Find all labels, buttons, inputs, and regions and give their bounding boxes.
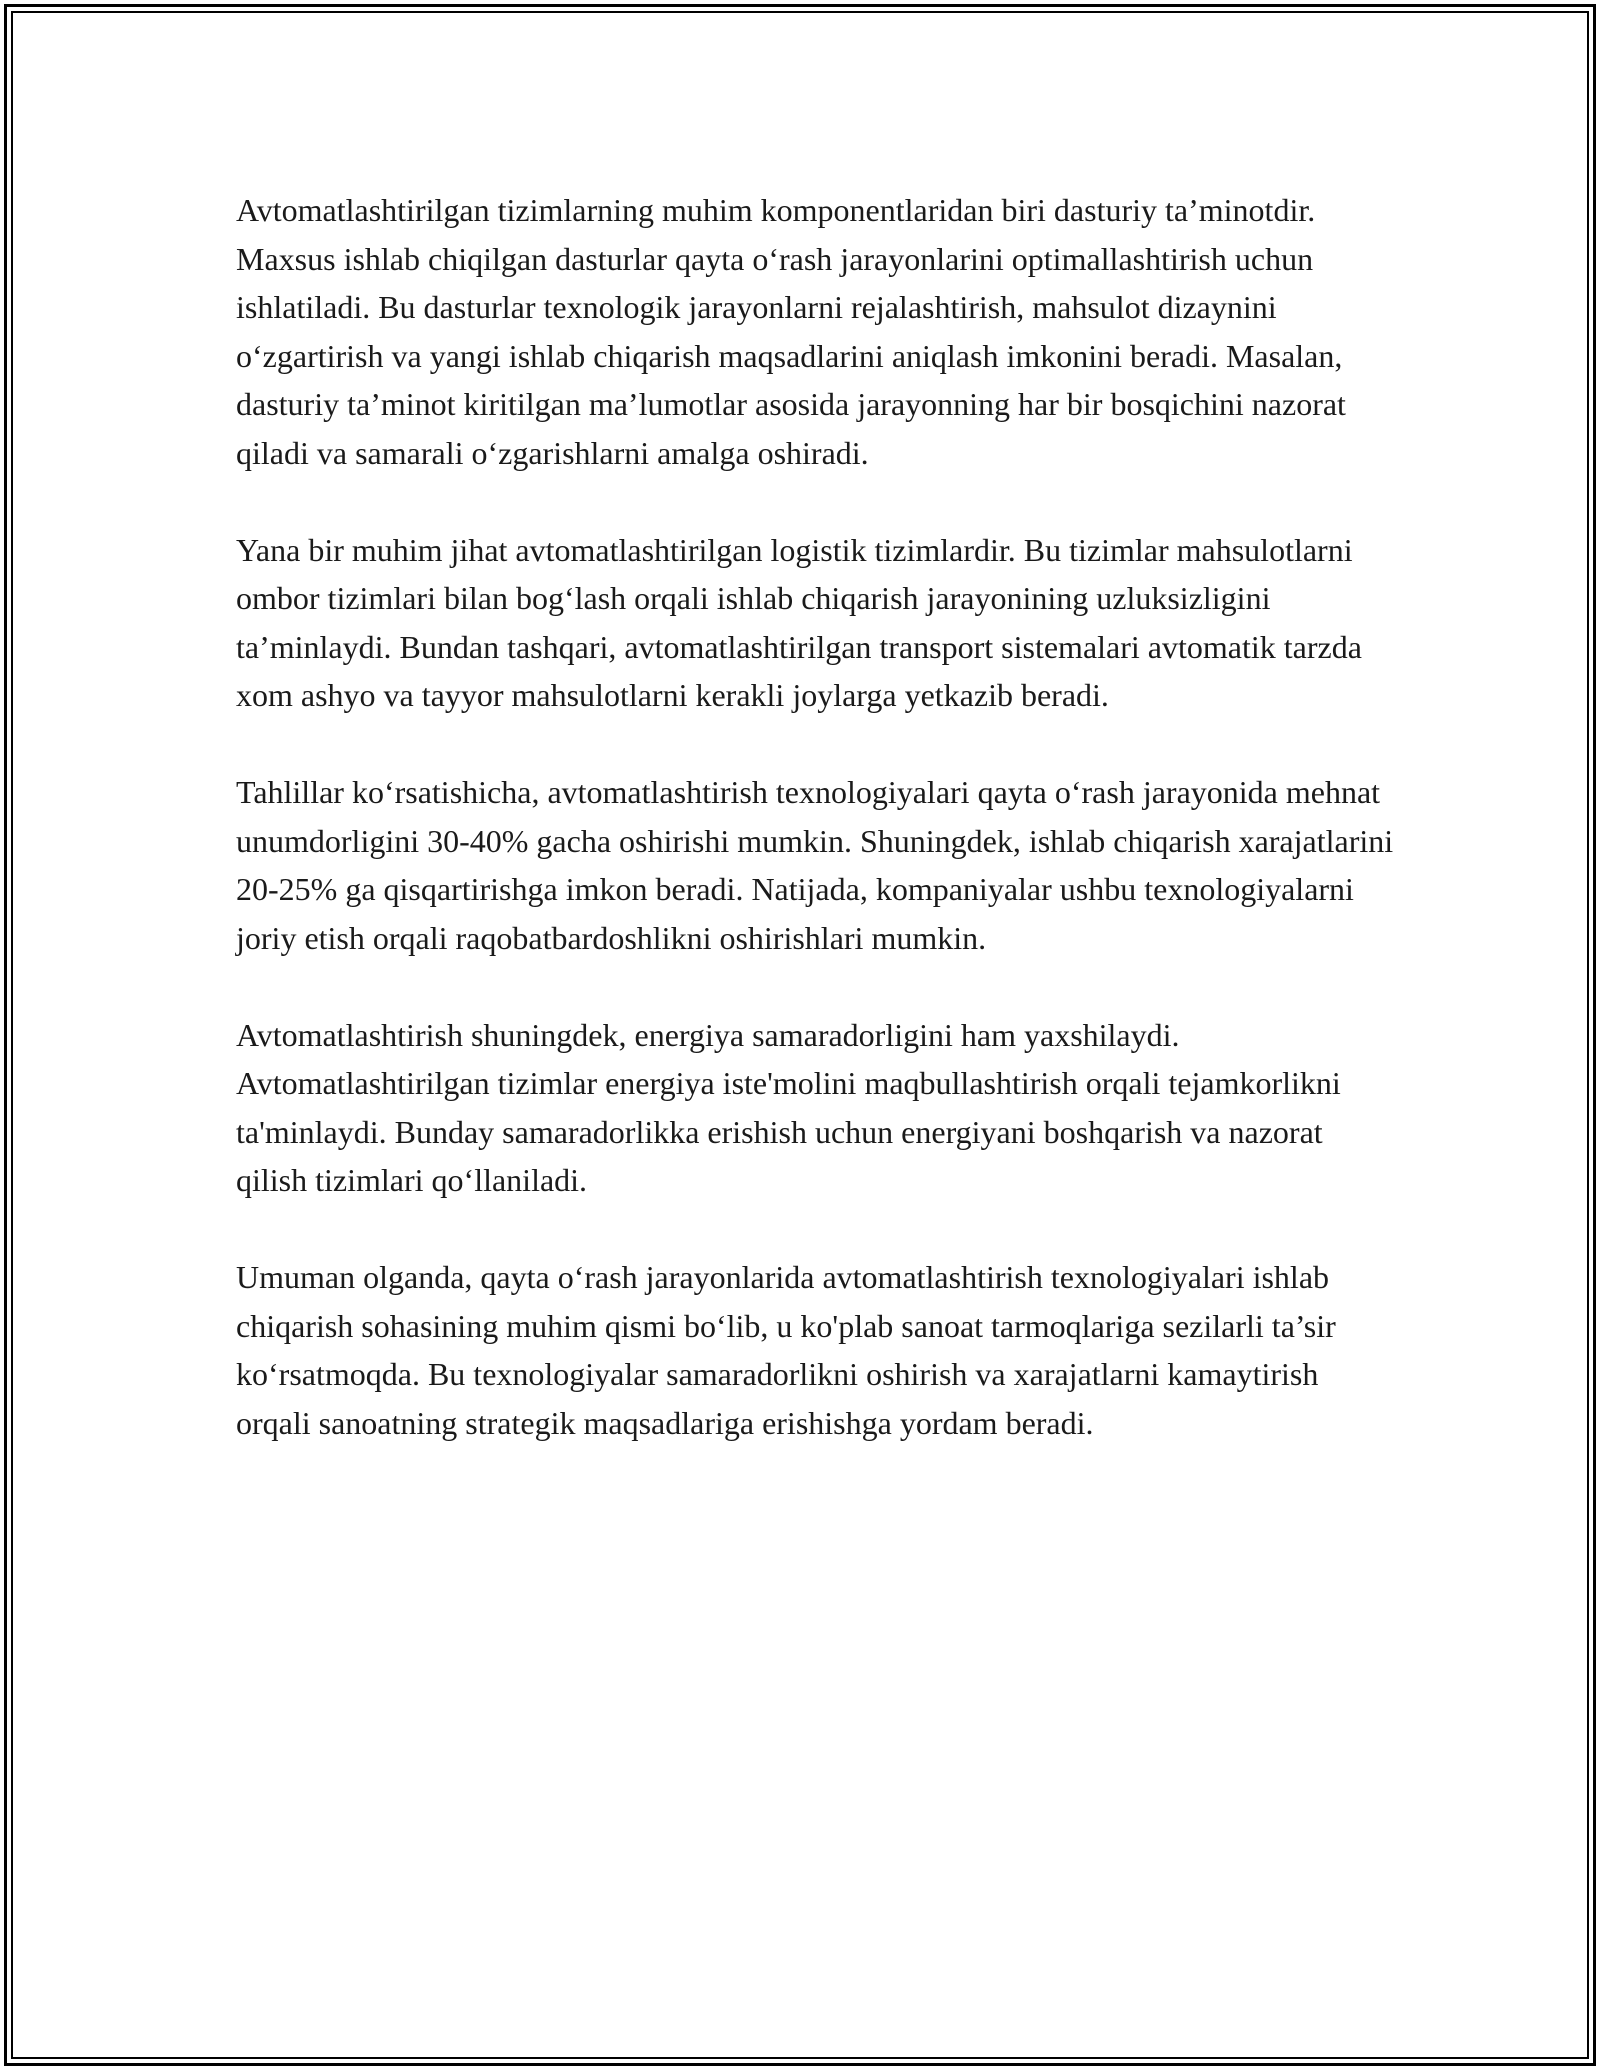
paragraph-analysis: Tahlillar ko‘rsatishicha, avtomatlashtirish texnologiyalari qayta o‘rash jarayonida mehnat unumdorligini 30-40% gacha oshirishi mumkin. Shuningdek, ishlab chiqarish xarajatlarini 20-25% ga qisqartirishga imkon beradi. Natijada, kompaniyalar ushbu texnologiyalarni joriy etish orqali raqobatbardoshlikni oshirishlari mumkin. xyxy=(236,774,1394,956)
paragraph-energy: Avtomatlashtirish shuningdek, energiya samaradorligini ham yaxshilaydi. Avtomatlashtirilgan tizimlar energiya iste'molini maqbullashtirish orqali tejamkorlikni ta'minlaydi. Bunday samaradorlikka erishish uchun energiyani boshqarish va nazorat qilish tizimlari qo‘llaniladi. xyxy=(236,1016,1341,1198)
paragraph-conclusion: Umuman olganda, qayta o‘rash jarayonlarida avtomatlashtirish texnologiyalari ishlab chiqarish sohasining muhim qismi bo‘lib, u ko'plab sanoat tarmoqlariga sezilarli ta’sir ko‘rsatmoqda. Bu texnologiyalar samaradorlikni oshirish va xarajatlarni kamaytirish orqali sanoatning strategik maqsadlariga erishishga yordam beradi. xyxy=(236,1259,1336,1441)
paragraph-logistics: Yana bir muhim jihat avtomatlashtirilgan logistik tizimlardir. Bu tizimlar mahsulotlarni ombor tizimlari bilan bog‘lash orqali ishlab chiqarish jarayonining uzluksizligini ta’minlaydi. Bundan tashqari, avtomatlashtirilgan transport sistemalari avtomatik tarzda xom ashyo va tayyor mahsulotlarni kerakli joylarga yetkazib beradi. xyxy=(236,531,1362,713)
document-body xyxy=(236,186,1396,1496)
paragraph-software: Avtomatlashtirilgan tizimlarning muhim komponentlaridan biri dasturiy ta’minotdir. Maxsus ishlab chiqilgan dasturlar qayta o‘rash jarayonlarini optimallashtirish uchun ishlatiladi. Bu dasturlar texnologik jarayonlarni rejalashtirish, mahsulot dizaynini o‘zgartirish va yangi ishlab chiqarish maqsadlarini aniqlash imkonini beradi. Masalan, dasturiy ta’minot kiritilgan ma’lumotlar asosida jarayonning har bir bosqichini nazorat qiladi va samarali o‘zgarishlarni amalga oshiradi. xyxy=(236,192,1346,471)
